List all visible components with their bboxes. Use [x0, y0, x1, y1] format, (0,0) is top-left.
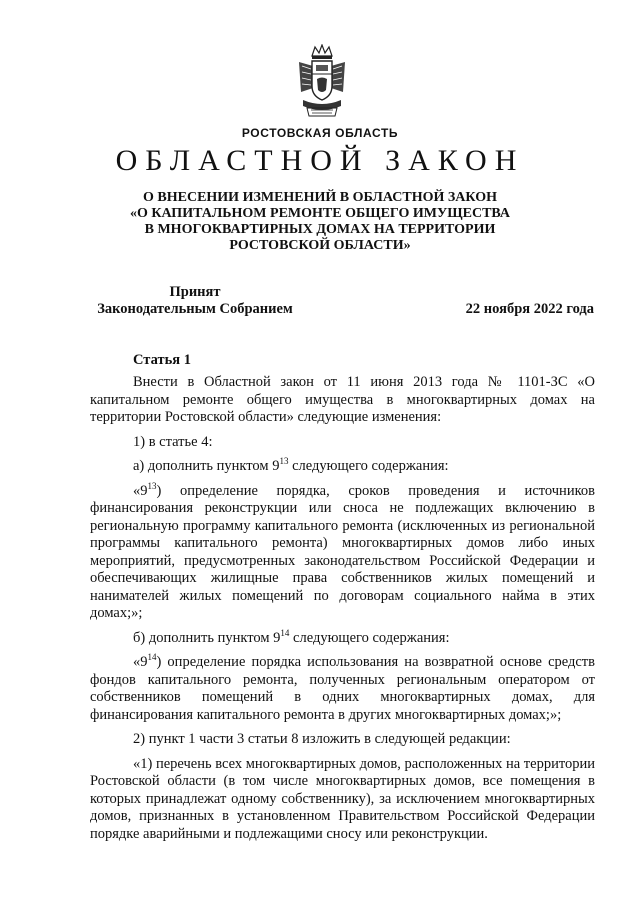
paragraph-quote-a: [90, 480, 595, 623]
law-title-line: «О КАПИТАЛЬНОМ РЕМОНТЕ ОБЩЕГО ИМУЩЕСТВА: [130, 206, 510, 221]
superscript: 14: [147, 652, 157, 663]
paragraph-item-a: [90, 458, 595, 476]
law-title: [0, 190, 640, 254]
paragraph-quote-b: [90, 654, 595, 724]
law-type-heading: ОБЛАСТНОЙ ЗАКОН: [115, 144, 525, 177]
article-heading: Статья 1: [133, 352, 191, 368]
region-name: РОСТОВСКАЯ ОБЛАСТЬ: [241, 126, 399, 140]
text-span: «9: [133, 482, 148, 499]
law-title-line: О ВНЕСЕНИИ ИЗМЕНЕНИЙ В ОБЛАСТНОЙ ЗАКОН: [143, 190, 497, 205]
adoption-line: Принят: [169, 284, 221, 300]
text-span: следующего содержания:: [288, 458, 449, 474]
paragraph-item-2: 2) пункт 1 части 3 статьи 8 изложить в следующей редакции:: [133, 731, 511, 747]
text-span: а) дополнить пунктом 9: [133, 458, 280, 474]
text-span: следующего содержания:: [289, 629, 450, 646]
superscript: 13: [147, 480, 157, 491]
text-span: б) дополнить пунктом 9: [133, 629, 281, 646]
law-title-line: В МНОГОКВАРТИРНЫХ ДОМАХ НА ТЕРРИТОРИИ: [144, 222, 496, 237]
text-span: ) определение порядка использования на возвратной основе средств фондов капитального ремонта, полученных региональным оператором от собственников помещений в одних многоквартирных домах, для финансирования капитального ремонта в других многоквартирных домах;»;: [90, 654, 595, 723]
superscript: 14: [280, 627, 290, 638]
paragraph-quote-2: «1) перечень всех многоквартирных домов, расположенных на территории Ростовской области (в том числе многоквартирных домов, все помещения в которых принадлежат одному собственнику), за исключением многоквартирных домов, признанных в установленном Правительством Российской Федерации порядке аварийными и подлежащими сносу или реконструкции.: [90, 755, 595, 842]
law-title-line: РОСТОВСКОЙ ОБЛАСТИ»: [229, 238, 411, 253]
adoption-date: 22 ноября 2022 года: [465, 301, 594, 317]
adoption-body: [90, 284, 300, 318]
paragraph-item-1: 1) в статье 4:: [133, 433, 213, 450]
text-span: ) определение порядка, сроков проведения и источников финансирования реконструкции или сноса не подлежащих включению в региональную программу капитального ремонта (исключенных из региональной программы капитального ремонта) многоквартирных домов либо иных мероприятий, предусмотренных законодательством Российской Федерации и обеспечивающих жилищные права собственников жилых помещений и нанимателей жилых помещений по договорам социального найма в этих домах;»;: [90, 482, 595, 621]
paragraph-intro: Внести в Областной закон от 11 июня 2013 года № 1101-ЗС «О капитальном ремонте общего имущества в многоквартирных домах на территории Ростовской области» следующие изменения:: [90, 374, 595, 425]
paragraph-item-b: [90, 627, 595, 648]
text-span: «9: [133, 654, 148, 670]
superscript: 13: [279, 456, 289, 467]
coat-of-arms-emblem: [295, 44, 349, 120]
article-body: [90, 374, 595, 850]
adoption-line: Законодательным Собранием: [97, 301, 293, 317]
